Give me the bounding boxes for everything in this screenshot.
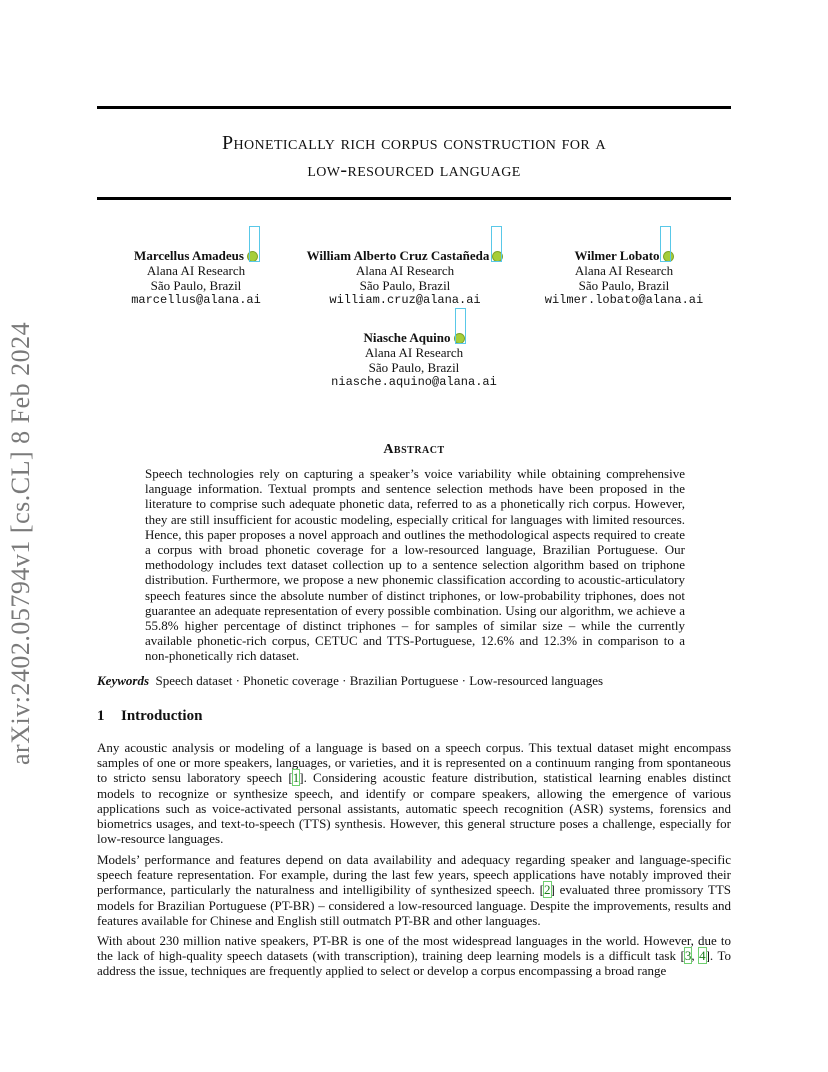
author-location: São Paulo, Brazil <box>150 278 242 293</box>
paragraph-text: ]. Considering acoustic feature distribution, statistical learning enables distinct models to recognize or synthesize speech, and identify or compare speakers, allowing the emergence of various applications such as voice-activated personal assistants, automatic speech recognition (ASR) systems, forensics and biometrics usages, and text-to-speech (TTS) synthesis. However, this general structure poses a challenge, especially for low-resource languages. <box>97 770 731 847</box>
citation-link[interactable]: 1 <box>292 770 300 786</box>
author-block <box>290 248 520 308</box>
keywords-text: Speech dataset · Phonetic coverage · Brazilian Portuguese · Low-resourced languages <box>155 673 604 688</box>
author-affiliation: Alana AI Research <box>355 263 455 278</box>
author-email[interactable]: william.cruz@alana.ai <box>329 293 481 307</box>
paragraph-text: Any acoustic analysis or modeling of a language is based on a speech corpus. This textual dataset might encompass samples of one or more speakers, languages, or varieties, and it is represented on a continuum ranging from spontaneous to stricto sensu laboratory speech [ <box>97 740 731 786</box>
author-location: São Paulo, Brazil <box>368 360 460 375</box>
citation-link[interactable]: 3 <box>684 948 692 964</box>
author-name: Niasche Aquino <box>363 330 451 345</box>
abstract-heading: Abstract <box>383 442 445 457</box>
author-email[interactable]: marcellus@alana.ai <box>131 293 261 307</box>
author-affiliation: Alana AI Research <box>574 263 674 278</box>
author-location: São Paulo, Brazil <box>359 278 451 293</box>
section-number: 1 <box>97 708 105 724</box>
paragraph-text: Models’ performance and features depend on data availability and adequacy regarding speaker and language-specific speech feature representation. For example, during the last few years, speech applications have notably improved their performance, particularly the naturalness and intelligibility of synthesized speech. [ <box>97 852 731 898</box>
author-block <box>330 330 498 390</box>
citation-separator: , <box>691 948 700 964</box>
keywords-line <box>97 673 603 689</box>
orcid-link-box[interactable] <box>660 226 671 262</box>
section-heading <box>97 708 202 725</box>
orcid-link-box[interactable] <box>491 226 502 262</box>
citation-link[interactable]: 2 <box>544 882 551 898</box>
title-line-1: Phonetically rich corpus construction for a <box>221 132 607 154</box>
body-paragraph <box>97 933 731 979</box>
author-name: Marcellus Amadeus <box>134 248 244 263</box>
paragraph-text: ]. To address the issue, techniques are frequently applied to select or develop a corpus encompassing a broad range <box>97 948 731 979</box>
section-title: Introduction <box>121 708 203 724</box>
title-line-2: low-resourced language <box>307 159 521 181</box>
author-block <box>540 248 708 308</box>
keywords-label: Keywords <box>97 673 149 688</box>
citation-link[interactable]: 4 <box>699 948 706 964</box>
orcid-link-box[interactable] <box>455 308 466 344</box>
abstract-text: Speech technologies rely on capturing a speaker’s voice variability while obtaining comprehensive language information. Textual prompts and sentence selection methods have been proposed in the literature to comprise such adequate phonetic data, referred to as a phonetically rich corpus. However, they are still insufficient for acoustic modeling, especially critical for languages with limited resources. Hence, this paper proposes a novel approach and outlines the methodological aspects required to create a corpus with broad phonetic coverage for a low-resourced language, Brazilian Portuguese. Our methodology includes text dataset collection up to a sentence selection algorithm based on triphone distribution. Furthermore, we propose a new phonemic classification according to acoustic-articulatory speech features since the absolute number of distinct triphones, or low-probability triphones, does not guarantee an adequate representation of every possible combination. Using our algorithm, we achieve a 55.8% higher percentage of distinct triphones – for samples of similar size – while the currently available phonetic-rich corpus, CETUC and TTS-Portuguese, 12.6% and 12.3% in comparison to a non-phonetically rich dataset. <box>145 466 685 664</box>
author-affiliation: Alana AI Research <box>146 263 246 278</box>
title-rule-top <box>97 106 731 109</box>
body-paragraph <box>97 740 731 846</box>
orcid-link-box[interactable] <box>249 226 260 262</box>
author-email[interactable]: niasche.aquino@alana.ai <box>331 375 497 389</box>
author-name: Wilmer Lobato <box>574 248 660 263</box>
title-rule-bottom <box>97 197 731 200</box>
body-paragraph <box>97 852 731 928</box>
arxiv-identifier: arXiv:2402.05794v1 [cs.CL] 8 Feb 2024 <box>6 321 35 765</box>
paper-title <box>97 130 731 184</box>
author-location: São Paulo, Brazil <box>578 278 670 293</box>
author-name: William Alberto Cruz Castañeda <box>306 248 490 263</box>
paragraph-text: ] evaluated three promissory TTS models for Brazilian Portuguese (PT-BR) – considered a low-resourced language. Despite the improvements, results and features available for Chinese and English still outmatch PT-BR and other languages. <box>97 882 731 928</box>
author-affiliation: Alana AI Research <box>364 345 464 360</box>
author-email[interactable]: wilmer.lobato@alana.ai <box>544 293 704 307</box>
paragraph-text: With about 230 million native speakers, PT-BR is one of the most widespread languages in the world. However, due to the lack of high-quality speech datasets (with transcription), training deep learning models is a difficult task [ <box>97 933 731 964</box>
